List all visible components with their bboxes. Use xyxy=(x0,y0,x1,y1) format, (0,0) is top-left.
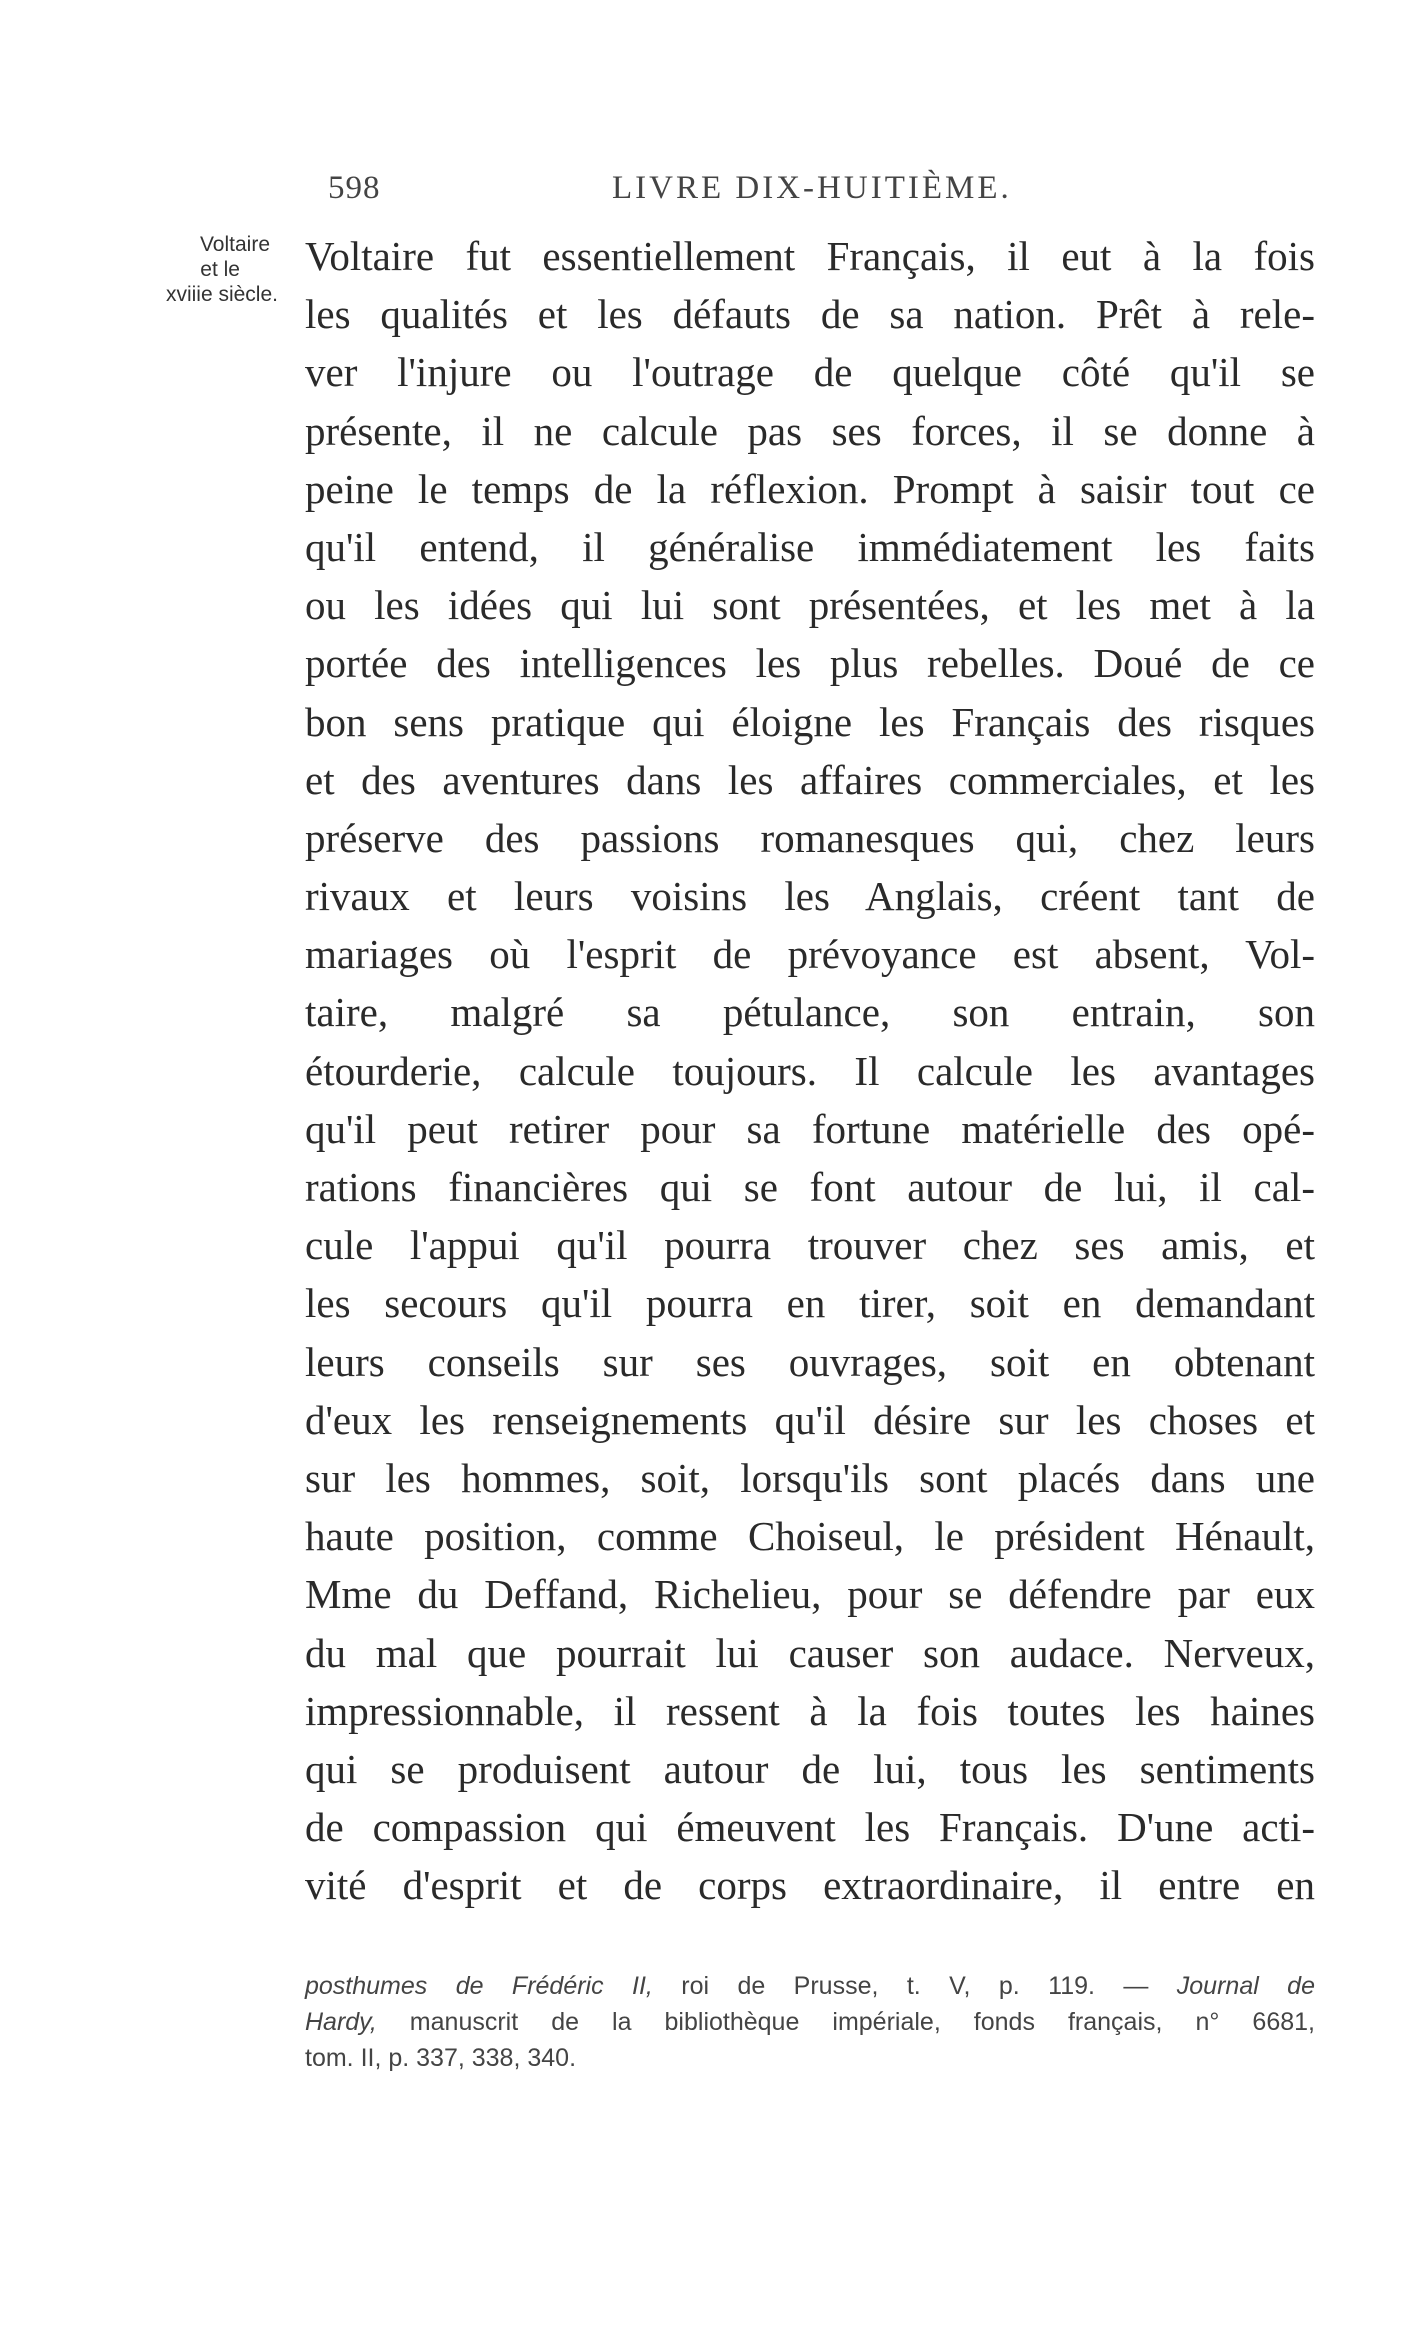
footnote-work-title: posthumes de Frédéric II, xyxy=(305,1972,653,2000)
footnote-work-title: Journal de xyxy=(1176,1972,1315,2000)
text-line: les qualités et les défauts de sa nation. Prêt à rele- xyxy=(305,291,1315,338)
page-header xyxy=(0,170,1413,210)
body-text xyxy=(305,227,1315,1914)
text-line: portée des intelligences les plus rebelles. Doué de ce xyxy=(305,640,1315,687)
text-line: et des aventures dans les affaires commerciales, et les xyxy=(305,756,1315,803)
text-line: rivaux et leurs voisins les Anglais, créent tant de xyxy=(305,873,1315,920)
text-line: Voltaire fut essentiellement Français, il eut à la fois xyxy=(305,233,1315,279)
text-line: les secours qu'il pourra en tirer, soit en demandant xyxy=(305,1280,1315,1327)
margin-note-line: xviiie siècle. xyxy=(165,283,278,306)
text-line: d'eux les renseignements qu'il désire sur les choses et xyxy=(305,1396,1315,1443)
text-line: vité d'esprit et de corps extraordinaire, il entre en xyxy=(305,1862,1315,1909)
text-line: ou les idées qui lui sont présentées, et les met à la xyxy=(305,582,1315,629)
text-line: étourderie, calcule toujours. Il calcule les avantages xyxy=(305,1047,1315,1094)
text-line: qu'il entend, il généralise immédiatement les faits xyxy=(305,523,1315,570)
text-line: rations financières qui se font autour de lui, il cal- xyxy=(305,1164,1315,1210)
text-line: taire, malgré sa pétulance, son entrain, son xyxy=(305,989,1315,1036)
running-title: LIVRE DIX-HUITIÈME. xyxy=(612,170,1012,206)
text-line: sur les hommes, soit, lorsqu'ils sont placés dans une xyxy=(305,1454,1315,1501)
margin-note-line: et le xyxy=(200,258,240,281)
text-line: de compassion qui émeuvent les Français. D'une acti- xyxy=(305,1804,1315,1851)
text-line: cule l'appui qu'il pourra trouver chez ses amis, et xyxy=(305,1222,1315,1269)
margin-note-line: Voltaire xyxy=(199,233,270,256)
footnote-text: manuscrit de la bibliothèque impériale, fonds français, n° 6681, xyxy=(376,2008,1315,2036)
margin-note xyxy=(128,232,278,307)
text-line: bon sens pratique qui éloigne les Français des risques xyxy=(305,698,1315,745)
footnote-author: Hardy, xyxy=(305,2008,377,2036)
text-line: impressionnable, il ressent à la fois toutes les haines xyxy=(305,1687,1315,1734)
text-line: mariages où l'esprit de prévoyance est absent, Vol- xyxy=(305,931,1315,978)
text-line: Mme du Deffand, Richelieu, pour se défendre par eux xyxy=(305,1571,1315,1618)
text-line: présente, il ne calcule pas ses forces, il se donne à xyxy=(305,407,1315,454)
text-line: du mal que pourrait lui causer son audace. Nerveux, xyxy=(305,1629,1315,1676)
text-line: qu'il peut retirer pour sa fortune matérielle des opé- xyxy=(305,1105,1315,1152)
page-number: 598 xyxy=(328,170,381,206)
text-line: préserve des passions romanesques qui, chez leurs xyxy=(305,814,1315,861)
text-line: ver l'injure ou l'outrage de quelque côté qu'il se xyxy=(305,349,1315,396)
footnote-line: tom. II, p. 337, 338, 340. xyxy=(305,2044,577,2072)
footnote-line xyxy=(305,2004,1315,2040)
footnote xyxy=(305,1968,1315,2076)
text-line: leurs conseils sur ses ouvrages, soit en obtenant xyxy=(305,1338,1315,1385)
footnote-text: roi de Prusse, t. V, p. 119. — xyxy=(652,1972,1177,2000)
text-line: haute position, comme Choiseul, le président Hénault, xyxy=(305,1513,1315,1560)
text-line: qui se produisent autour de lui, tous les sentiments xyxy=(305,1745,1315,1792)
footnote-line xyxy=(305,1968,1315,2004)
text-line: peine le temps de la réflexion. Prompt à saisir tout ce xyxy=(305,465,1315,512)
